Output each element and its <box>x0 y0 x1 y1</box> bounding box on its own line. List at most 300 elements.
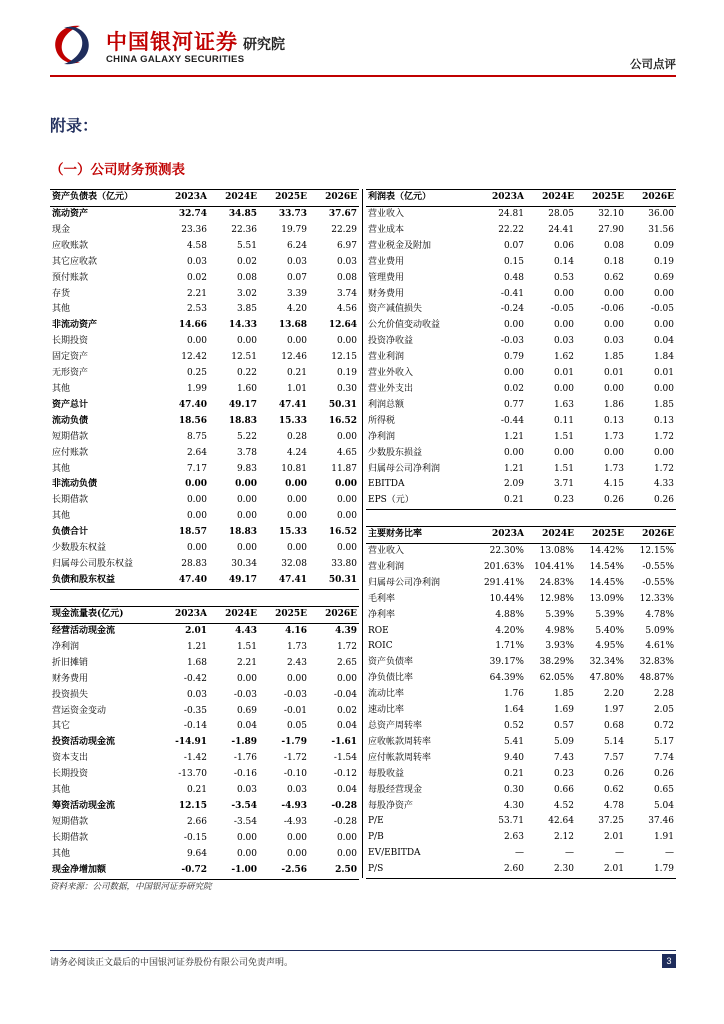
table-header-row <box>366 527 676 544</box>
year-header: 2023A <box>476 527 526 544</box>
cell-value: 3.74 <box>336 288 357 299</box>
row-label: 其他 <box>52 383 71 394</box>
year-header: 2024E <box>526 527 576 544</box>
cell-value: 32.10 <box>598 209 624 219</box>
cell-value: -14.91 <box>175 737 207 748</box>
cell-value: 4.98% <box>545 625 574 636</box>
cell-value: 0.00 <box>336 431 357 442</box>
cell-value: 0.00 <box>653 288 674 299</box>
row-label: 其它应收款 <box>52 256 98 267</box>
cell-value: 24.81 <box>498 209 524 219</box>
cell-value: -1.79 <box>281 737 307 748</box>
cell-value: -0.14 <box>183 721 207 732</box>
row-label: 净利率 <box>368 609 396 620</box>
cell-value: 14.66 <box>178 320 207 331</box>
cell-value: -13.70 <box>178 769 207 780</box>
row-label: 每股经营现金 <box>368 784 423 795</box>
cell-value: 22.22 <box>498 224 524 235</box>
cell-value: 33.80 <box>331 558 357 569</box>
cell-value: -0.24 <box>500 304 524 315</box>
cell-value: 1.64 <box>503 705 524 716</box>
cell-value: 0.00 <box>553 288 574 299</box>
row-label: 归属母公司股东权益 <box>52 558 134 569</box>
cell-value: 1.63 <box>553 399 574 410</box>
cell-value: 0.00 <box>336 543 357 554</box>
table-row <box>50 688 359 704</box>
column-divider <box>362 189 363 878</box>
cell-value: 2.53 <box>186 304 207 315</box>
cell-value: 0.13 <box>603 415 624 426</box>
cell-value: 0.00 <box>336 848 357 859</box>
table-header-row <box>50 190 359 207</box>
cell-value: 1.72 <box>653 431 674 442</box>
table-row <box>366 862 676 878</box>
year-header: 2024E <box>209 607 259 624</box>
cell-value: 0.00 <box>503 368 524 379</box>
cell-value: 31.56 <box>648 224 674 235</box>
cell-value: 4.95% <box>595 641 624 652</box>
cell-value: 0.00 <box>553 320 574 331</box>
financial-ratios-table <box>366 526 676 879</box>
cell-value: 5.39% <box>545 609 574 620</box>
row-label: 净利润 <box>52 641 80 652</box>
cell-value: 1.72 <box>653 463 674 474</box>
table-row <box>366 207 676 223</box>
cell-value: -0.42 <box>183 673 207 684</box>
cell-value: 0.13 <box>653 415 674 426</box>
cell-value: 0.21 <box>476 493 526 509</box>
row-label: 长期借款 <box>52 832 89 843</box>
cell-value: 0.28 <box>286 431 307 442</box>
cell-value: 7.17 <box>186 463 207 474</box>
cell-value: 30.34 <box>231 558 257 569</box>
row-label: 利润总额 <box>368 399 405 410</box>
row-label: 经营活动现金流 <box>52 626 116 636</box>
cell-value: -0.28 <box>331 800 357 811</box>
cell-value: 0.00 <box>236 511 257 522</box>
row-label: 营业税金及附加 <box>368 240 432 251</box>
year-header: 2025E <box>259 607 309 624</box>
cell-value: 13.68 <box>278 320 307 331</box>
cell-value: 0.66 <box>553 784 574 795</box>
table-row <box>50 799 359 815</box>
table-row <box>50 783 359 799</box>
cell-value: 0.21 <box>503 768 524 779</box>
cell-value: 0.69 <box>236 705 257 716</box>
cell-value: 0.00 <box>185 479 207 490</box>
cell-value: -3.54 <box>233 816 257 827</box>
cell-value: 0.52 <box>503 720 524 731</box>
cell-value: 22.29 <box>331 224 357 235</box>
cell-value: 0.03 <box>186 689 207 700</box>
table-row <box>50 719 359 735</box>
table-row <box>366 735 676 751</box>
cell-value: 37.67 <box>328 209 357 219</box>
cell-value: 12.51 <box>231 352 257 363</box>
cell-value: 0.22 <box>236 368 257 379</box>
cell-value: 1.97 <box>603 705 624 716</box>
cell-value: 0.69 <box>653 272 674 283</box>
cell-value: 47.80% <box>589 673 624 684</box>
cell-value: 19.79 <box>281 224 307 235</box>
table-row <box>366 576 676 592</box>
table-row <box>366 799 676 815</box>
cell-value: 0.01 <box>603 368 624 379</box>
row-label: 财务费用 <box>368 288 405 299</box>
galaxy-logo-icon <box>50 22 94 68</box>
table-row <box>50 366 359 382</box>
page-number: 3 <box>662 954 676 968</box>
table-row <box>366 493 676 509</box>
cell-value: 0.09 <box>653 240 674 251</box>
row-label: 其它 <box>52 721 71 732</box>
cell-value: 0.00 <box>236 673 257 684</box>
table-row <box>50 446 359 462</box>
cell-value: -0.12 <box>333 769 357 780</box>
cell-value: 0.57 <box>553 720 574 731</box>
cell-value: 1.76 <box>503 689 524 700</box>
cell-value: 33.73 <box>278 209 307 219</box>
cell-value: 1.69 <box>553 705 574 716</box>
cell-value: 18.83 <box>228 415 257 426</box>
year-header: 2024E <box>526 190 576 207</box>
cell-value: 0.00 <box>286 673 307 684</box>
cell-value: 0.00 <box>503 320 524 331</box>
table-row <box>50 462 359 478</box>
table-row <box>366 639 676 655</box>
cell-value: 12.64 <box>328 320 357 331</box>
row-label: 长期投资 <box>52 336 89 347</box>
cell-value: 1.62 <box>553 352 574 363</box>
cell-value: 0.00 <box>335 479 357 490</box>
cell-value: 15.33 <box>278 415 307 426</box>
cell-value: 0.00 <box>603 447 624 458</box>
table-row <box>366 767 676 783</box>
income-statement-table <box>366 189 676 510</box>
row-label: P/S <box>366 862 476 878</box>
cell-value: 12.33% <box>639 593 674 604</box>
brand-name-en: CHINA GALAXY SECURITIES <box>106 54 245 65</box>
header-divider <box>50 75 676 77</box>
cell-value: 13.08% <box>539 546 574 556</box>
cell-value: 1.01 <box>286 383 307 394</box>
year-header: 2025E <box>259 190 309 207</box>
cell-value: 0.00 <box>336 495 357 506</box>
cell-value: 0.00 <box>653 447 674 458</box>
cell-value: 0.00 <box>286 848 307 859</box>
row-label: 营业成本 <box>368 224 405 235</box>
row-label: EBITDA <box>368 479 405 490</box>
cell-value: 0.00 <box>286 336 307 347</box>
row-label: 短期借款 <box>52 431 89 442</box>
table-row <box>366 430 676 446</box>
table-row <box>366 719 676 735</box>
cell-value: 32.74 <box>178 209 207 219</box>
row-label: 负债和股东权益 <box>50 573 159 589</box>
row-label: 速动比率 <box>368 705 405 716</box>
cell-value: 1.21 <box>503 431 524 442</box>
table-row <box>50 302 359 318</box>
cell-value: 201.63% <box>483 561 524 572</box>
cell-value: -1.72 <box>283 753 307 764</box>
cell-value: 0.21 <box>286 368 307 379</box>
cell-value: 3.71 <box>553 479 574 490</box>
table-row <box>50 624 359 640</box>
table-row <box>50 831 359 847</box>
cell-value: 24.83% <box>539 577 574 588</box>
row-label: 营业利润 <box>368 561 405 572</box>
cell-value: 0.03 <box>186 256 207 267</box>
cell-value: 18.56 <box>178 415 207 426</box>
table-row <box>366 703 676 719</box>
cell-value: 0.01 <box>553 368 574 379</box>
cell-value: -0.72 <box>159 863 209 879</box>
cell-value: 14.45% <box>589 577 624 588</box>
row-label: 筹资活动现金流 <box>52 800 116 811</box>
cell-value: 0.26 <box>626 493 676 509</box>
table-row <box>366 318 676 334</box>
cell-value: -3.54 <box>231 800 257 811</box>
cell-value: 37.46 <box>648 816 674 827</box>
row-label: 资产总计 <box>52 399 89 410</box>
row-label: 净负债比率 <box>368 673 414 684</box>
cell-value: -1.42 <box>183 753 207 764</box>
cell-value: 0.04 <box>336 785 357 796</box>
cell-value: 0.53 <box>553 272 574 283</box>
table-row <box>366 255 676 271</box>
table-row <box>366 814 676 830</box>
cell-value: 0.00 <box>286 495 307 506</box>
row-label: 营业费用 <box>368 256 405 267</box>
cell-value: 62.05% <box>539 673 574 684</box>
cell-value: 12.98% <box>539 593 574 604</box>
cell-value: 22.36 <box>231 224 257 235</box>
cell-value: 2.30 <box>526 862 576 878</box>
table-row <box>366 477 676 493</box>
row-label: 营业收入 <box>368 209 405 219</box>
cell-value: 2.50 <box>309 863 359 879</box>
table-row <box>50 640 359 656</box>
table-title: 现金流量表(亿元) <box>50 607 159 624</box>
cell-value: 0.72 <box>653 720 674 731</box>
cell-value: 53.71 <box>498 816 524 827</box>
cell-value: 4.39 <box>335 626 357 636</box>
cell-value: -1.61 <box>331 737 357 748</box>
cell-value: 0.26 <box>576 493 626 509</box>
table-row <box>366 624 676 640</box>
cell-value: 23.36 <box>181 224 207 235</box>
page-header <box>50 20 676 74</box>
table-row <box>366 687 676 703</box>
institute-label: 研究院 <box>243 37 285 53</box>
cell-value: 24.41 <box>548 224 574 235</box>
table-row <box>50 656 359 672</box>
cell-value: -0.01 <box>283 705 307 716</box>
cell-value: -1.54 <box>333 753 357 764</box>
cell-value: 5.09 <box>553 736 574 747</box>
cell-value: 5.41 <box>503 736 524 747</box>
table-row <box>366 287 676 303</box>
cell-value: 0.15 <box>503 256 524 267</box>
year-header: 2023A <box>159 607 209 624</box>
cell-value: 1.85 <box>553 689 574 700</box>
cell-value: -2.56 <box>259 863 309 879</box>
cell-value: 2.09 <box>503 479 524 490</box>
cell-value: 0.07 <box>503 240 524 251</box>
cell-value: 1.21 <box>503 463 524 474</box>
cell-value: 1.51 <box>236 641 257 652</box>
year-header: 2023A <box>159 190 209 207</box>
cell-value: 0.00 <box>653 320 674 331</box>
row-label: 固定资产 <box>52 352 89 363</box>
cell-value: 4.20 <box>286 304 307 315</box>
cell-value: 14.54% <box>589 561 624 572</box>
cell-value: 0.65 <box>653 784 674 795</box>
cell-value: 0.02 <box>186 272 207 283</box>
year-header: 2025E <box>576 190 626 207</box>
cell-value: 9.64 <box>186 848 207 859</box>
table-row <box>366 239 676 255</box>
table-row <box>366 398 676 414</box>
row-label: 营业外收入 <box>368 368 414 379</box>
row-label: 归属母公司净利润 <box>368 463 441 474</box>
table-row <box>50 255 359 271</box>
cell-value: 5.17 <box>653 736 674 747</box>
row-label: 公允价值变动收益 <box>368 320 441 331</box>
cell-value: 0.00 <box>336 673 357 684</box>
cell-value: 0.00 <box>286 832 307 843</box>
cell-value: 0.00 <box>186 495 207 506</box>
table-row <box>50 334 359 350</box>
cell-value: -0.05 <box>650 304 674 315</box>
cell-value: 1.85 <box>603 352 624 363</box>
table-row <box>366 608 676 624</box>
cell-value: 3.85 <box>236 304 257 315</box>
cell-value: 50.31 <box>309 573 359 589</box>
cell-value: 0.00 <box>603 320 624 331</box>
cell-value: 1.72 <box>336 641 357 652</box>
cell-value: -1.89 <box>231 737 257 748</box>
cell-value: 2.65 <box>336 657 357 668</box>
year-header: 2023A <box>476 190 526 207</box>
table-row <box>366 592 676 608</box>
cell-value: -0.44 <box>500 415 524 426</box>
cell-value: 0.03 <box>603 336 624 347</box>
table-row <box>50 557 359 573</box>
row-label: 现金净增加额 <box>50 863 159 879</box>
year-header: 2024E <box>209 190 259 207</box>
cell-value: — <box>665 848 674 859</box>
cell-value: 0.00 <box>286 511 307 522</box>
table-row <box>50 318 359 334</box>
table-row <box>366 846 676 862</box>
row-label: 其他 <box>52 463 71 474</box>
cell-value: 0.02 <box>503 383 524 394</box>
cell-value: 39.17% <box>489 657 524 668</box>
cell-value: 6.24 <box>286 240 307 251</box>
cell-value: 2.01 <box>576 862 626 878</box>
row-label: 长期投资 <box>52 769 89 780</box>
row-label: 少数股东权益 <box>52 543 107 554</box>
table-row <box>50 863 359 879</box>
row-label: 营业利润 <box>368 352 405 363</box>
table-row <box>50 735 359 751</box>
cell-value: -4.93 <box>283 816 307 827</box>
cell-value: 47.41 <box>259 573 309 589</box>
cell-value: — <box>615 848 624 859</box>
table-row <box>50 414 359 430</box>
cell-value: 0.23 <box>553 768 574 779</box>
cell-value: 0.62 <box>603 784 624 795</box>
cell-value: 291.41% <box>483 577 524 588</box>
cell-value: 4.52 <box>553 800 574 811</box>
cell-value: 4.58 <box>186 240 207 251</box>
cell-value: -0.05 <box>550 304 574 315</box>
cell-value: 48.87% <box>639 673 674 684</box>
cell-value: 0.00 <box>236 832 257 843</box>
cell-value: 49.17 <box>228 399 257 410</box>
row-label: 负债合计 <box>52 527 89 538</box>
cell-value: 7.57 <box>603 752 624 763</box>
cell-value: 38.29% <box>539 657 574 668</box>
row-label: P/B <box>368 832 384 843</box>
year-header: 2026E <box>626 527 676 544</box>
cell-value: 0.00 <box>236 495 257 506</box>
row-label: 投资活动现金流 <box>52 737 116 748</box>
cell-value: 9.83 <box>236 463 257 474</box>
row-label: 总资产周转率 <box>368 720 423 731</box>
cell-value: 1.51 <box>553 463 574 474</box>
cell-value: 104.41% <box>533 561 574 572</box>
cell-value: 3.78 <box>236 447 257 458</box>
table-row <box>366 223 676 239</box>
table-row <box>50 525 359 541</box>
cell-value: 22.30% <box>489 546 524 556</box>
cell-value: 36.00 <box>648 209 674 219</box>
cell-value: 0.00 <box>603 383 624 394</box>
year-header: 2026E <box>309 607 359 624</box>
cell-value: 2.01 <box>603 832 624 843</box>
cell-value: 0.79 <box>503 352 524 363</box>
cell-value: 0.00 <box>235 479 257 490</box>
row-label: 投资损失 <box>52 689 89 700</box>
row-label: 长期借款 <box>52 495 89 506</box>
cell-value: 0.00 <box>286 543 307 554</box>
row-label: 预付账款 <box>52 272 89 283</box>
cell-value: 4.78% <box>645 609 674 620</box>
row-label: ROIC <box>368 641 393 652</box>
cell-value: -4.93 <box>281 800 307 811</box>
cell-value: 0.62 <box>603 272 624 283</box>
cell-value: 0.00 <box>236 543 257 554</box>
cell-value: 1.91 <box>653 832 674 843</box>
cell-value: 4.33 <box>653 479 674 490</box>
row-label: 流动比率 <box>368 689 405 700</box>
table-row <box>366 560 676 576</box>
cell-value: 0.04 <box>336 721 357 732</box>
table-row <box>50 207 359 223</box>
table-row <box>50 398 359 414</box>
row-label: 投资净收益 <box>368 336 414 347</box>
row-label: EPS（元） <box>366 493 476 509</box>
cell-value: 1.71% <box>495 641 524 652</box>
table-row <box>50 751 359 767</box>
cell-value: -0.55% <box>642 577 674 588</box>
cell-value: 5.39% <box>595 609 624 620</box>
row-label: 应付帐款周转率 <box>368 752 432 763</box>
cell-value: 0.00 <box>336 832 357 843</box>
table-title: 资产负债表（亿元） <box>50 190 159 207</box>
